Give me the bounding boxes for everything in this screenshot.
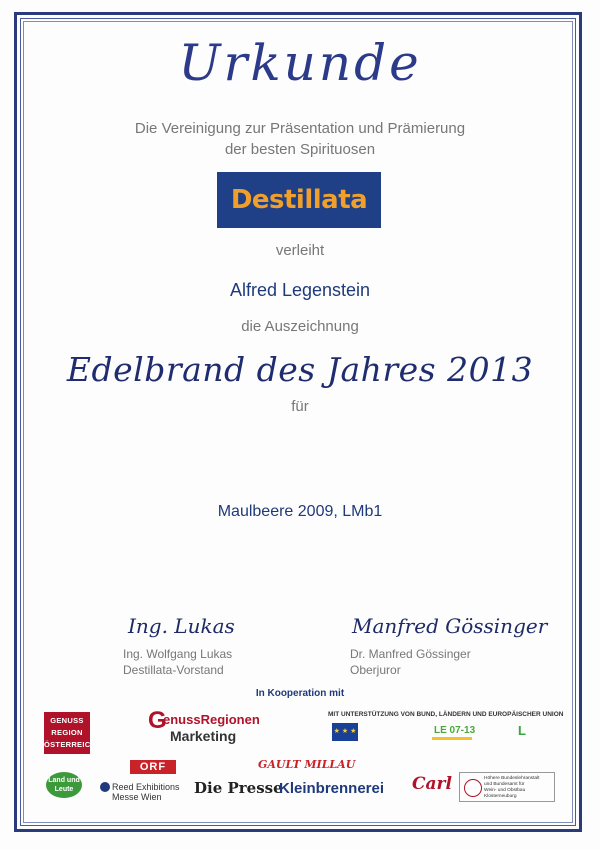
reed-line-2: Messe Wien [112,792,162,802]
hbla-line-2: und Bundesamt für [484,782,525,787]
recipient-name: Alfred Legenstein [229,280,371,300]
genuss-region-logo [44,712,97,754]
genussregionen-g: G [148,707,167,734]
hbla-line-3: Wein- und Obstbau [484,788,526,793]
product-name: Maulbeere 2009, LMb1 [217,503,383,520]
le-logo-bar [432,737,472,740]
carl-logo: Carl [412,774,452,794]
kleinbrennerei-logo: Kleinbrennerei [279,780,385,797]
genussregionen-line-1: enussRegionen [163,712,260,727]
for-label: für [291,398,309,415]
hbla-line-1: Höhere Bundeslehranstalt [484,776,540,781]
land-und-leute-logo: Land und Leute [46,772,82,798]
signer-left [123,646,232,678]
eu-support-caption: MIT UNTERSTÜTZUNG VON BUND, LÄNDERN UND EUROPÄISCHER UNION [328,711,564,718]
signer-right [350,646,471,678]
intro-line-2: der besten Spirituosen [224,141,376,158]
reed-icon [100,782,110,792]
signer-right-role: Oberjuror [350,663,401,677]
reed-line-1: Reed Exhibitions [112,782,180,792]
signature-left: Ing. Lukas [128,614,235,638]
certificate-title: Urkunde [178,34,422,92]
le-07-13-logo: LE 07-13 [434,725,476,736]
hbla-klosterneuburg-logo [459,772,555,802]
signature-right: Manfred Gössinger [352,614,548,638]
orf-logo: ORF [130,760,176,774]
gault-millau-logo: GAULT MILLAU [258,758,356,771]
cooperation-heading: In Kooperation mit [255,688,345,699]
eu-support-logos [328,711,564,751]
lebensministerium-logo: L [518,723,526,738]
awards-verb: verleiht [275,242,325,259]
genussregionen-marketing-logo [148,707,272,744]
genuss-region-line-1: GENUSS [50,716,84,725]
award-intro: die Auszeichnung [241,318,359,335]
die-presse-logo: Die Presse [194,779,283,797]
genuss-region-line-3: ÖSTERREICH [44,740,97,749]
award-name: Edelbrand des Jahres 2013 [66,350,534,389]
signer-left-name: Ing. Wolfgang Lukas [123,647,233,661]
signer-right-name: Dr. Manfred Gössinger [350,647,471,661]
destillata-logo [217,172,381,228]
genussregionen-line-2: Marketing [170,728,237,744]
eu-flag-icon: ★ ★ ★ [332,723,358,741]
intro-line-1: Die Vereinigung zur Präsentation und Prämierung [134,120,466,137]
organizer-description [0,118,600,160]
hbla-emblem-icon [464,779,482,797]
reed-exhibitions-logo [100,782,180,802]
destillata-logo-text: Destillata [230,185,368,215]
hbla-line-4: Klosterneuburg [484,794,517,799]
signer-left-role: Destillata-Vorstand [123,663,224,677]
genuss-region-line-2: REGION [51,728,83,737]
